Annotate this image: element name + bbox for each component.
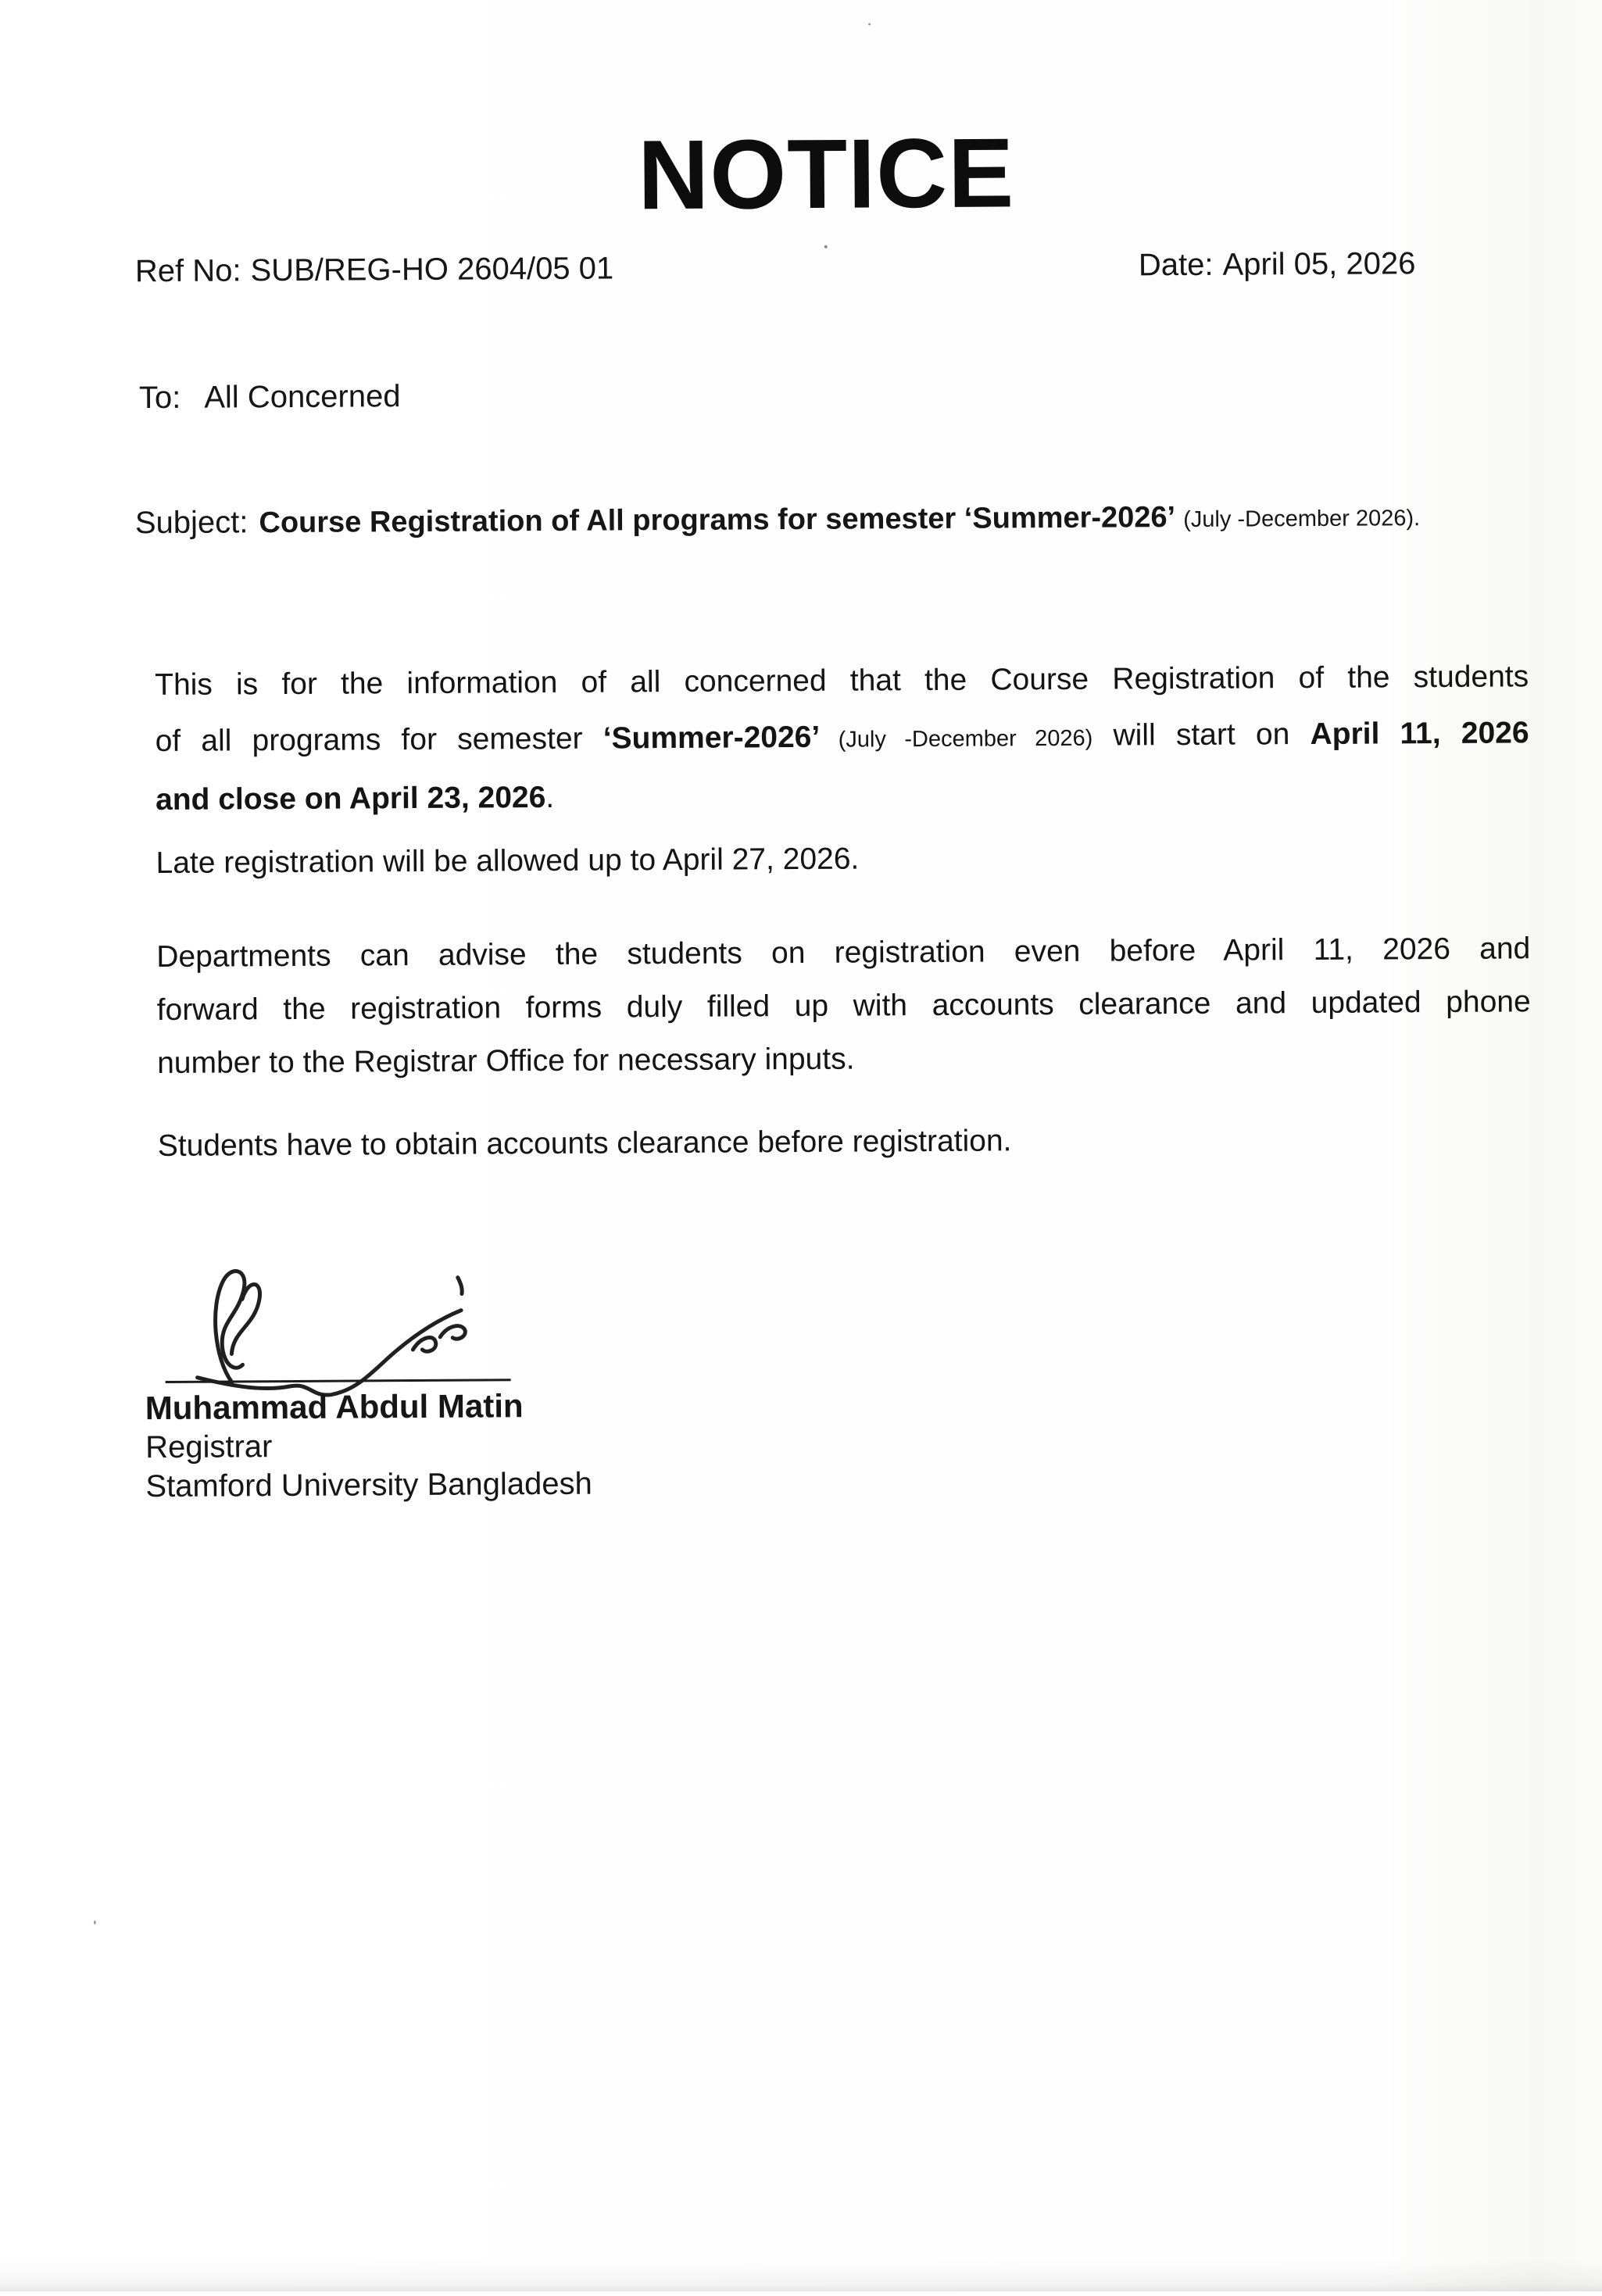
body-text: . bbox=[545, 780, 555, 814]
subject-paren-text: (July -December 2026). bbox=[1183, 506, 1421, 533]
signatory-name: Muhammad Abdul Matin bbox=[145, 1387, 524, 1427]
paragraph-line bbox=[155, 705, 1529, 772]
semester-bold-text: ‘Summer-2026’ bbox=[603, 720, 821, 756]
signatory-organization: Stamford University Bangladesh bbox=[145, 1466, 592, 1504]
scan-speck bbox=[94, 1921, 96, 1925]
paragraph-line bbox=[155, 649, 1529, 713]
date-label: Date: bbox=[1138, 247, 1214, 283]
signature-squiggle bbox=[440, 1326, 465, 1339]
subject-label: Subject: bbox=[134, 505, 249, 541]
paragraph-registration-dates bbox=[155, 649, 1529, 828]
page-title: NOTICE bbox=[637, 117, 1015, 231]
body-text: will start on bbox=[1092, 717, 1311, 753]
paragraph-line bbox=[156, 764, 1529, 828]
signature-flourish bbox=[197, 1311, 462, 1396]
signature-loops bbox=[231, 1284, 260, 1354]
signature-accent bbox=[458, 1278, 462, 1294]
ref-no-label: Ref No: bbox=[134, 253, 241, 289]
scan-bottom-shading bbox=[0, 2260, 1602, 2291]
body-text: of all programs for semester bbox=[155, 721, 603, 759]
to-line bbox=[139, 379, 401, 416]
paragraph-late-registration: Late registration will be allowed up to April 27, 2026. bbox=[156, 842, 860, 881]
paragraph-accounts-clearance: Students have to obtain accounts clearance before registration. bbox=[157, 1124, 1012, 1164]
body-text: This is for the information of all concerned that the Course Registration of the students bbox=[155, 660, 1529, 703]
subject-bold-text: Course Registration of All programs for semester ‘Summer-2026’ bbox=[259, 501, 1176, 540]
signature-block bbox=[145, 1386, 592, 1506]
ref-no-value: SUB/REG-HO 2604/05 01 bbox=[250, 251, 614, 288]
paragraph-line: Departments can advise the students on registration even before April 11, 2026 and bbox=[156, 932, 1531, 975]
date-value: April 05, 2026 bbox=[1222, 246, 1416, 282]
to-label: To: bbox=[138, 380, 181, 416]
signature-squiggle bbox=[413, 1337, 436, 1351]
start-date-bold-text: April 11, 2026 bbox=[1310, 716, 1529, 752]
ref-no-line bbox=[135, 251, 614, 289]
signatory-title: Registrar bbox=[145, 1429, 273, 1465]
scan-speck bbox=[868, 23, 871, 25]
subject-line bbox=[135, 498, 1420, 541]
paragraph-line: forward the registration forms duly filled up with accounts clearance and updated phone bbox=[156, 985, 1531, 1028]
signature-loops bbox=[215, 1271, 245, 1382]
paragraph-line: number to the Registrar Office for necessary inputs. bbox=[157, 1042, 855, 1081]
close-date-bold-text: and close on April 23, 2026 bbox=[155, 780, 546, 817]
to-value: All Concerned bbox=[204, 379, 401, 415]
date-line bbox=[1139, 246, 1416, 283]
paren-small-text: (July -December 2026) bbox=[820, 725, 1093, 753]
paragraph-departments bbox=[156, 922, 1531, 1090]
scan-speck bbox=[824, 245, 828, 249]
